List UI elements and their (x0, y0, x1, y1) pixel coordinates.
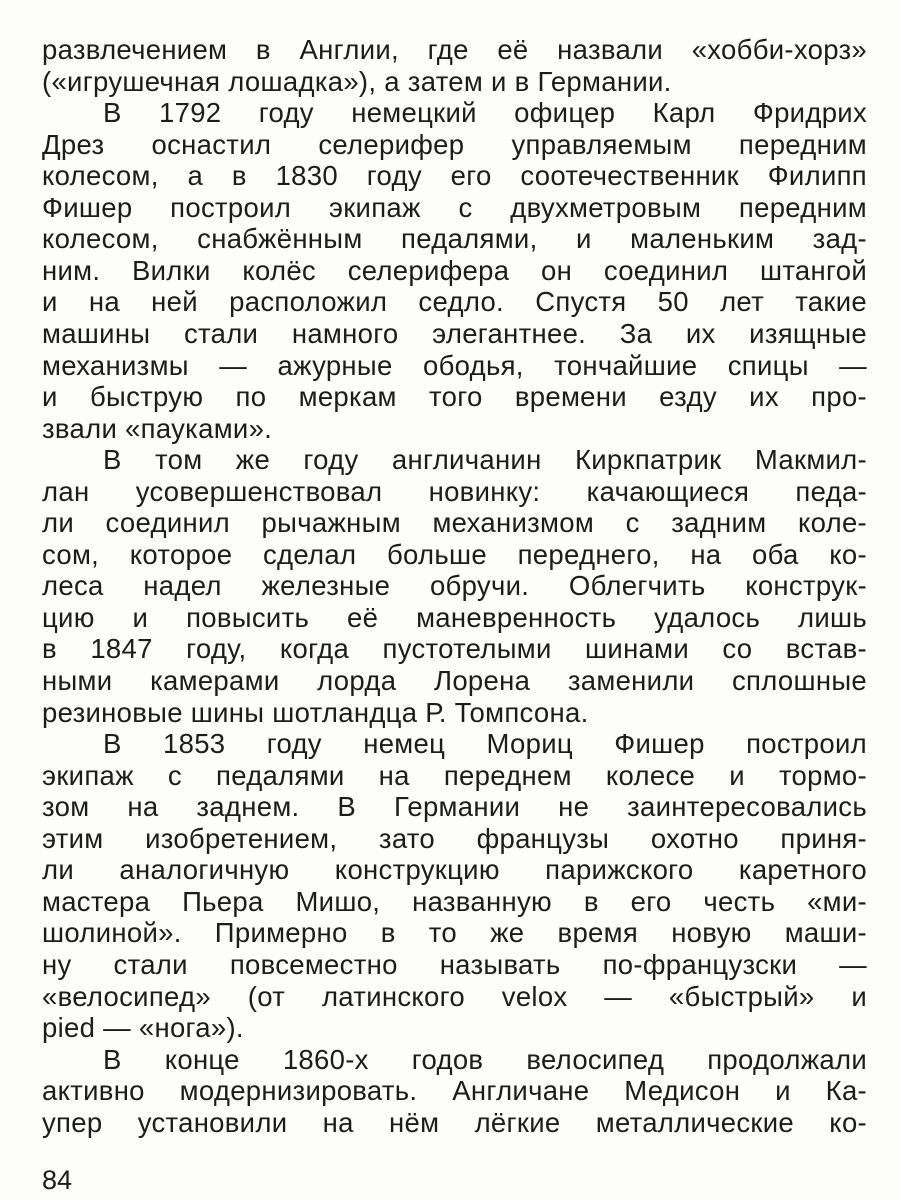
text-line: pied — «нога»). (42, 1012, 244, 1044)
text-line: резиновые шины шотландца Р. Томпсона. (42, 696, 589, 728)
text-line: зом на заднем. В Германии не заинтересовались (42, 791, 867, 823)
text-line: развлечением в Англии, где её назвали «хобби-хорз» (42, 34, 867, 65)
text-line: цию и повысить её маневренность удалось лишь (42, 601, 867, 633)
text-line: («игрушечная лошадка»), а затем и в Германии. (42, 65, 672, 97)
text-line: «велосипед» (от латинского velox — «быстрый» и (42, 980, 867, 1012)
text-line: леса надел железные обручи. Облегчить конструк- (42, 570, 867, 602)
text-line: ли соединил рычажным механизмом с задним коле- (42, 507, 867, 539)
text-line: В том же году англичанин Киркпатрик Макмил- (103, 444, 867, 476)
text-line: Дрез оснастил селерифер управляемым передним (42, 128, 867, 160)
text-line: В 1792 году немецкий офицер Карл Фридрих (103, 97, 867, 129)
text-line: колесом, а в 1830 году его соотечественник Филипп (42, 160, 867, 192)
text-line: В 1853 году немец Мориц Фишер построил (103, 728, 867, 760)
text-line: шолиной». Примерно в то же время новую маши- (42, 917, 867, 949)
text-line: лан усовершенствовал новинку: качающиеся педа- (42, 475, 867, 507)
text-line: звали «пауками». (42, 412, 273, 444)
page-number: 84 (42, 1165, 73, 1195)
text-line: Фишер построил экипаж с двухметровым передним (42, 191, 867, 223)
text-line: ну стали повсеместно называть по-французски — (42, 948, 867, 980)
text-line: активно модернизировать. Англичане Медисон и Ка- (42, 1075, 867, 1107)
text-line: механизмы — ажурные ободья, тончайшие спицы — (42, 349, 867, 381)
text-line: ли аналогичную конструкцию парижского каретного (42, 854, 867, 886)
text-line: мастера Пьера Мишо, названную в его честь «ми- (42, 885, 867, 917)
text-line: ним. Вилки колёс селерифера он соединил штангой (42, 254, 867, 286)
text-line: ными камерами лорда Лорена заменили сплошные (42, 665, 867, 696)
text-line: этим изобретением, зато французы охотно приня- (42, 822, 867, 854)
text-line: и быструю по меркам того времени езду их про- (42, 381, 867, 413)
text-line: и на ней расположил седло. Спустя 50 лет такие (42, 286, 867, 318)
text-line: сом, которое сделал больше переднего, на оба ко- (42, 538, 867, 570)
text-line: В конце 1860-х годов велосипед продолжали (103, 1043, 867, 1075)
text-line: упер установили на нём лёгкие металлические ко- (42, 1106, 867, 1138)
text-line: экипаж с педалями на переднем колесе и тормо- (42, 759, 867, 791)
text-line: машины стали намного элегантнее. За их изящные (42, 317, 867, 349)
text-line: колесом, снабжённым педалями, и маленьким зад- (42, 223, 867, 255)
text-line: в 1847 году, когда пустотелыми шинами со встав- (42, 633, 867, 665)
